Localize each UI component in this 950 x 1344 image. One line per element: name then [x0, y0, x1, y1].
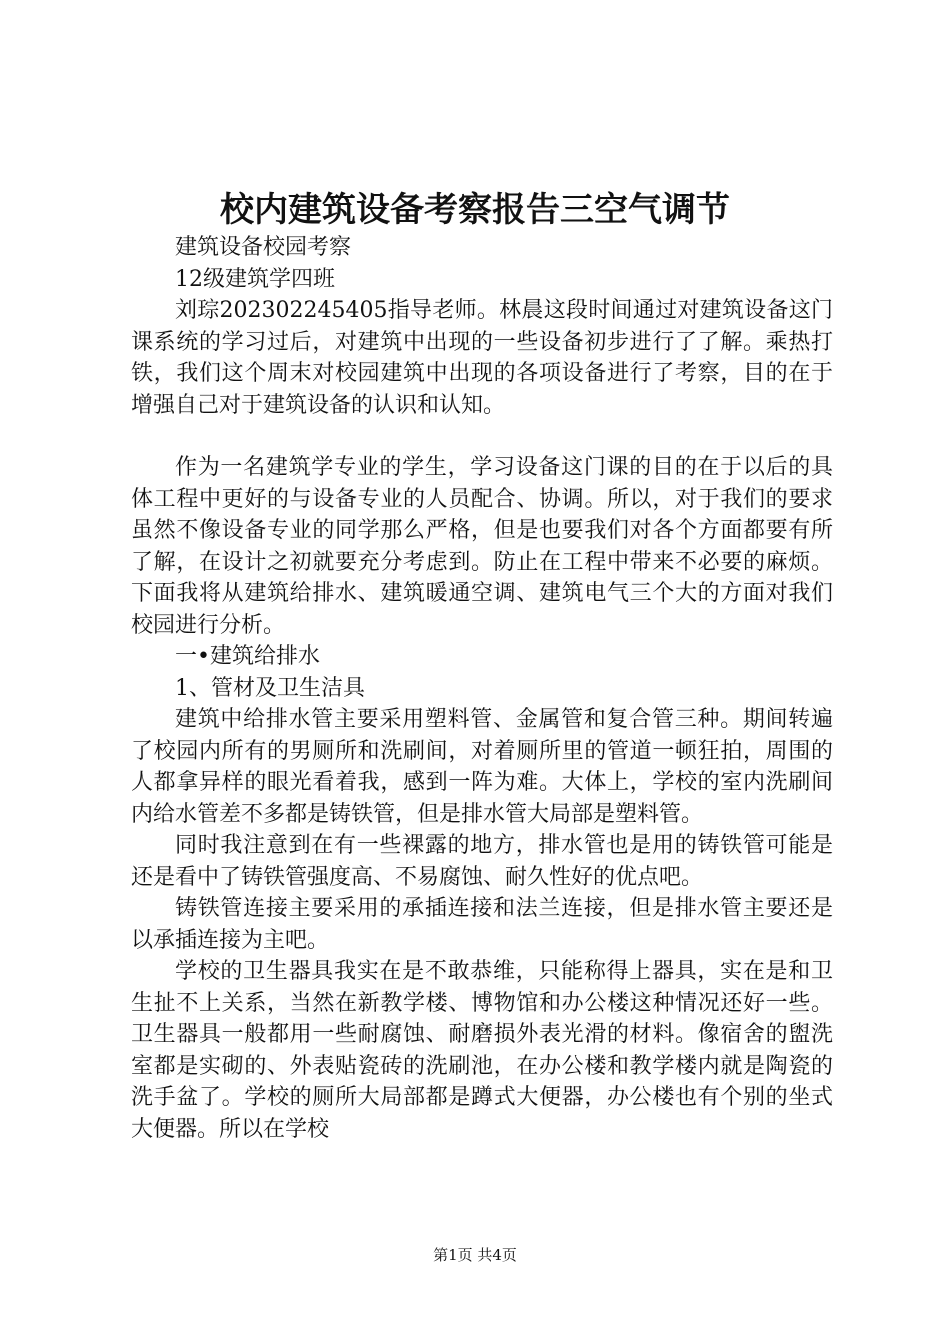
document-title: 校内建筑设备考察报告三空气调节: [220, 190, 730, 230]
paragraph-connection: 铸铁管连接主要采用的承插连接和法兰连接，但是排水管主要还是以承插连接为主吧。: [131, 896, 833, 953]
section-heading-water: 一•建筑给排水: [175, 644, 320, 669]
paragraph-pipes: 建筑中给排水管主要采用塑料管、金属管和复合管三种。期间转遍了校园内所有的男厕所和洗刷间，对着厕所里的管道一顿狂拍，周围的人都拿异样的眼光看着我，感到一阵为难。大体上，学校的室内洗刷间内给水管差不多都是铸铁管，但是排水管大局部是塑料管。: [131, 707, 833, 827]
paragraph-intro: 刘琮202302245405指导老师。林晨这段时间通过对建筑设备这门课系统的学习过后，对建筑中出现的一些设备初步进行了了解。乘热打铁，我们这个周末对校园建筑中出现的各项设备进行了考察，目的在于增强自己对于建筑设备的认识和认知。: [131, 298, 833, 418]
paragraph-sanitary: 学校的卫生器具我实在是不敢恭维，只能称得上器具，实在是和卫生扯不上关系，当然在新教学楼、博物馆和办公楼这种情况还好一些。卫生器具一般都用一些耐腐蚀、耐磨损外表光滑的材料。像宿舍的盥洗室都是实砌的、外表贴瓷砖的洗刷池，在办公楼和教学楼内就是陶瓷的洗手盆了。学校的厕所大局部都是蹲式大便器，办公楼也有个别的坐式大便器。所以在学校: [131, 959, 833, 1142]
paragraph-cast-iron: 同时我注意到在有一些裸露的地方，排水管也是用的铸铁管可能是还是看中了铸铁管强度高、不易腐蚀、耐久性好的优点吧。: [131, 833, 833, 890]
page-footer: 第1页 共4页: [433, 1246, 517, 1264]
paragraph-subject: 建筑设备校园考察: [175, 235, 352, 260]
paragraph-purpose: 作为一名建筑学专业的学生，学习设备这门课的目的在于以后的具体工程中更好的与设备专业的人员配合、协调。所以，对于我们的要求虽然不像设备专业的同学那么严格，但是也要我们对各个方面都要有所了解，在设计之初就要充分考虑到。防止在工程中带来不必要的麻烦。下面我将从建筑给排水、建筑暖通空调、建筑电气三个大的方面对我们校园进行分析。: [131, 455, 833, 638]
paragraph-class: 12级建筑学四班: [175, 266, 335, 292]
subsection-heading-pipes: 1、管材及卫生洁具: [175, 675, 365, 701]
document-body: [131, 232, 833, 1145]
